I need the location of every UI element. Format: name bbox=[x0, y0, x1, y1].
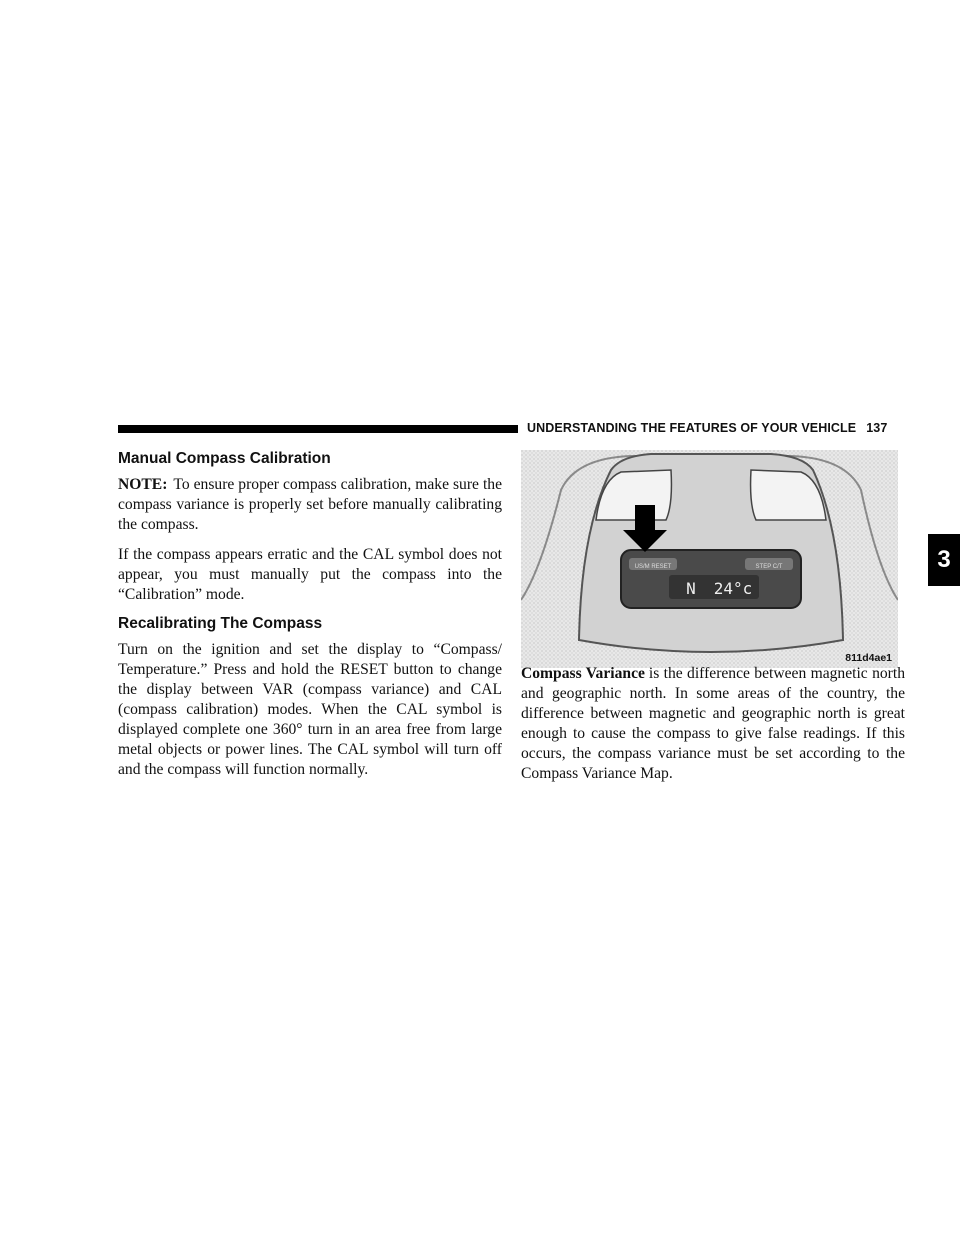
left-column bbox=[118, 450, 502, 790]
chapter-tab: 3 bbox=[928, 534, 960, 586]
compass-variance-term: Compass Variance bbox=[521, 665, 645, 682]
heading-recalibrating-compass: Recalibrating The Compass bbox=[118, 615, 323, 632]
display-heading: N bbox=[686, 579, 696, 598]
calibration-mode-paragraph: If the compass appears erratic and the CAL symbol does not appear, you must manually put the compass into the “Calibration” mode. bbox=[118, 546, 502, 603]
header-rule bbox=[118, 425, 518, 433]
note-text: To ensure proper compass calibration, make sure the compass variance is properly set before manually calibrating the compass. bbox=[118, 476, 502, 533]
right-column bbox=[521, 664, 905, 794]
overhead-console-figure bbox=[521, 450, 898, 668]
compass-variance-paragraph bbox=[521, 664, 905, 784]
note-paragraph bbox=[118, 475, 502, 535]
running-header bbox=[527, 421, 887, 435]
compass-variance-text: is the difference between magnetic north and geographic north. In some areas of the country, the difference between magnetic and geographic north is great enough to cause the compass to give false readings. If this occurs, the compass variance must be set according to the Compass Variance Map. bbox=[521, 665, 905, 782]
overhead-console-illustration bbox=[521, 450, 898, 668]
display-temperature: 24°c bbox=[713, 579, 753, 598]
note-label: NOTE: bbox=[118, 476, 168, 493]
reset-button-label: US/M RESET bbox=[634, 564, 672, 570]
section-title: UNDERSTANDING THE FEATURES OF YOUR VEHICLE bbox=[527, 421, 857, 435]
figure-code: 811d4ae1 bbox=[845, 652, 892, 664]
recalibrating-paragraph: Turn on the ignition and set the display to “Compass/ Temperature.” Press and hold the RESET button to change the display between VAR (compass variance) and CAL (compass calibration) modes. When the CAL symbol is displayed complete one 360° turn in an area free from large metal objects or power lines. The CAL symbol will turn off and the compass will function normally. bbox=[118, 641, 502, 778]
step-button-label: STEP C/T bbox=[755, 564, 783, 570]
heading-manual-compass-calibration: Manual Compass Calibration bbox=[118, 450, 331, 467]
page-number: 137 bbox=[866, 421, 888, 435]
